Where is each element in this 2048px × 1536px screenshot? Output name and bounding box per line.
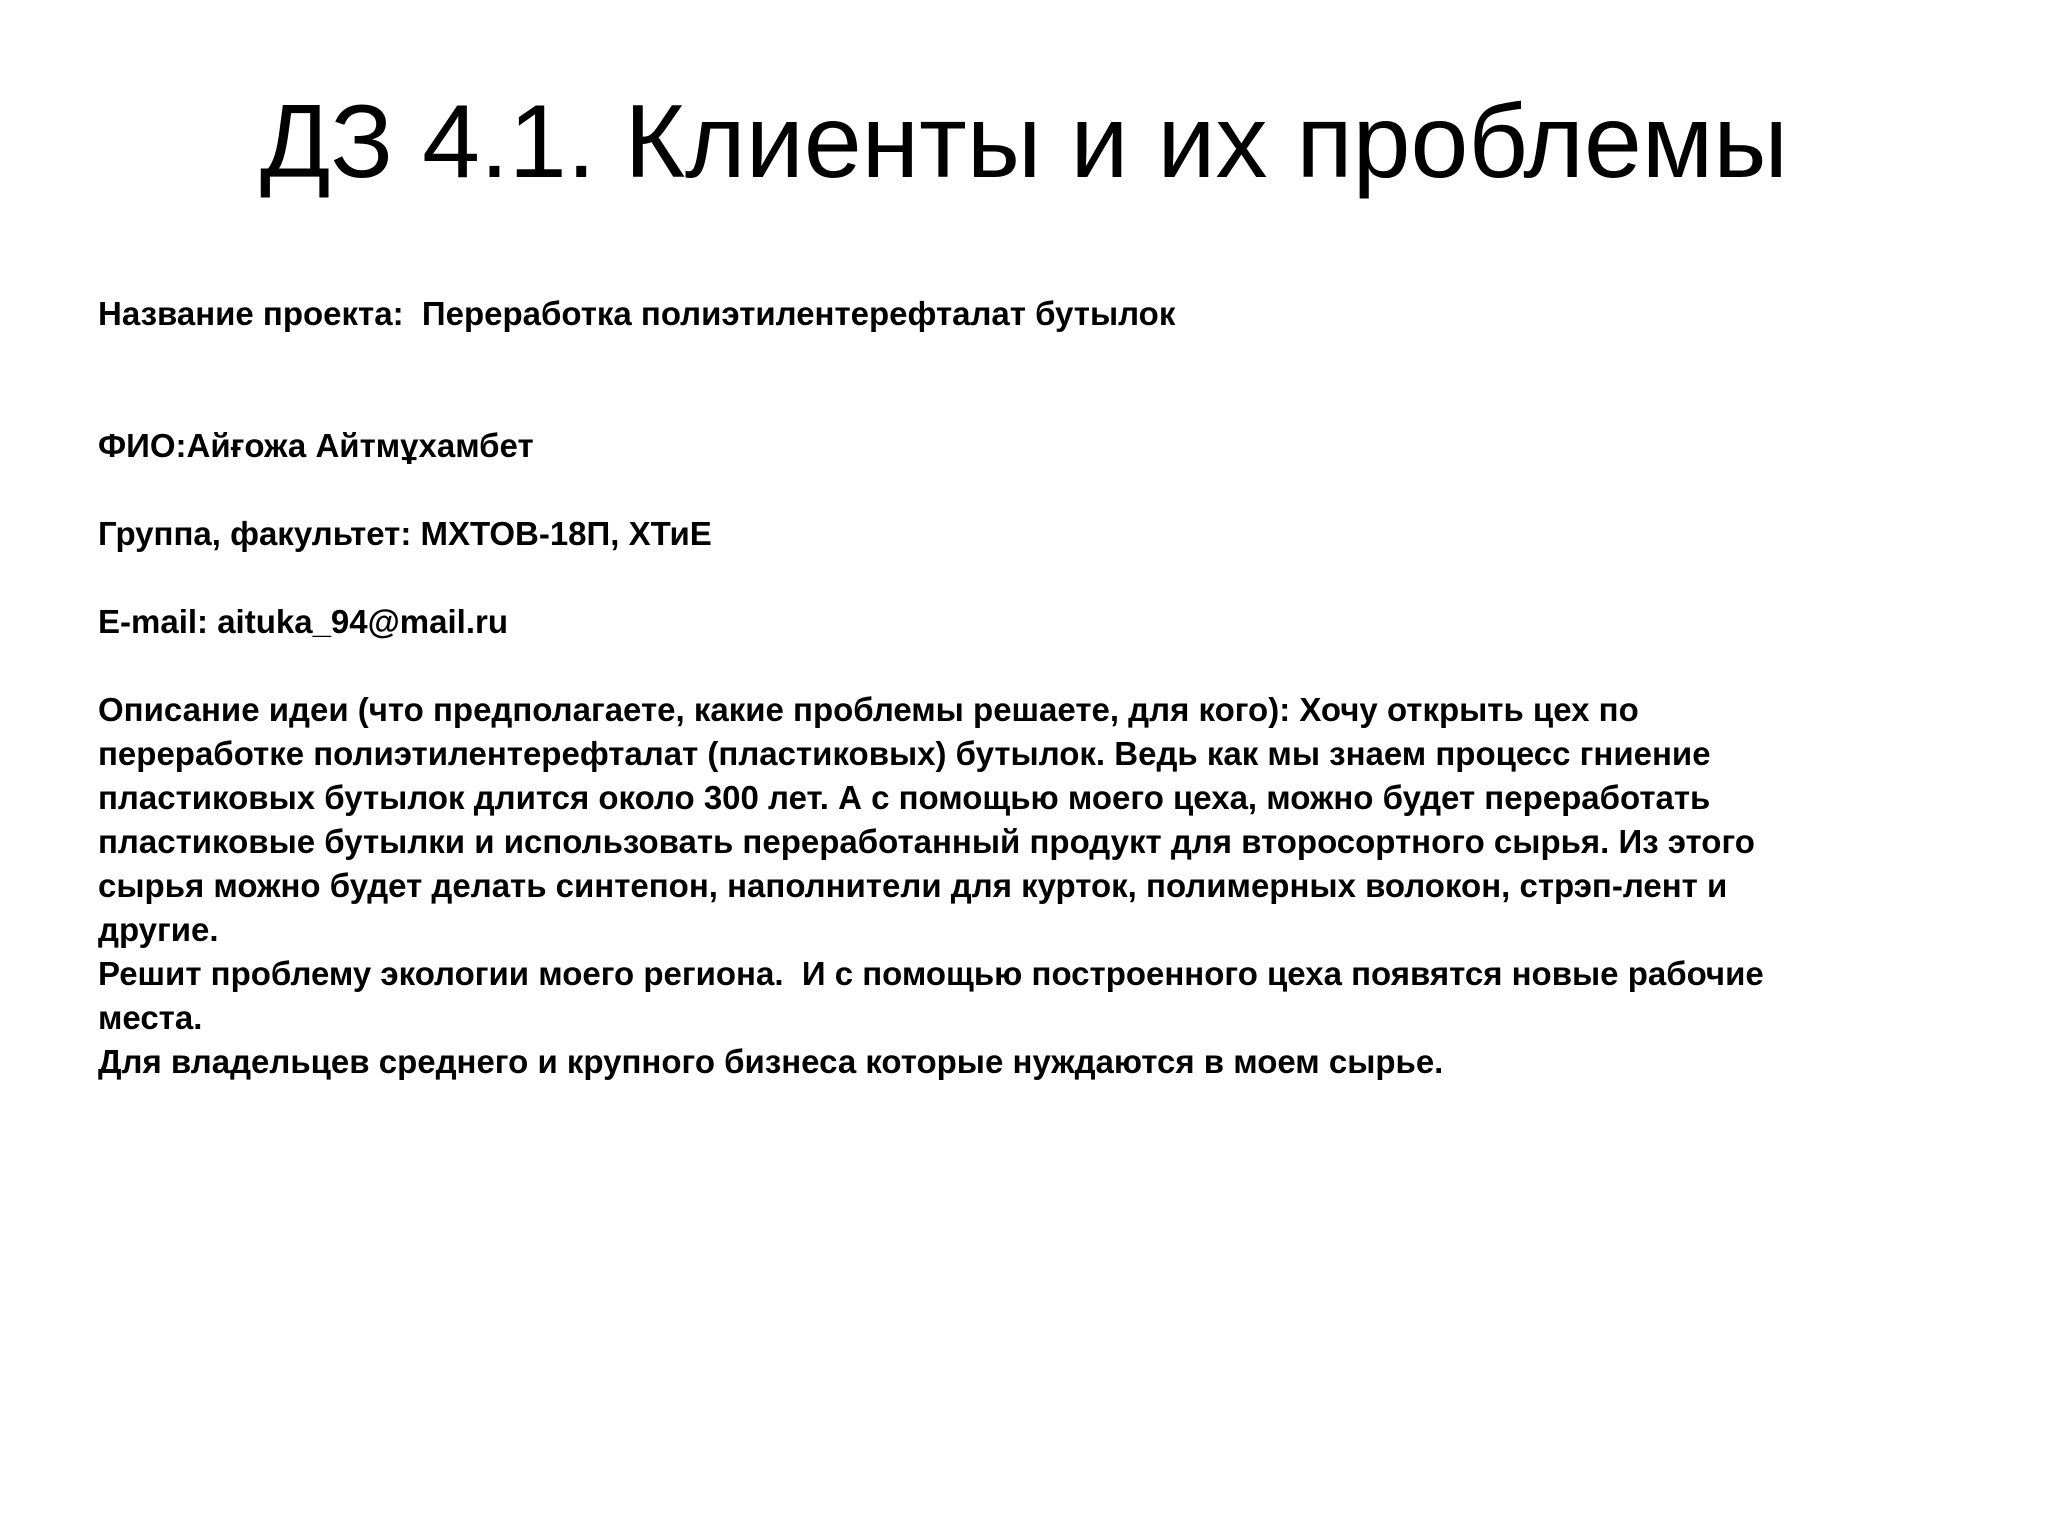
- blank-line: [98, 468, 1978, 512]
- slide-body: [98, 292, 1978, 1084]
- description-line: переработке полиэтилентерефталат (пластиковых) бутылок. Ведь как мы знаем процесс гниение: [98, 735, 1711, 772]
- blank-line: [98, 644, 1978, 688]
- description-line: пластиковые бутылки и использовать переработанный продукт для второсортного сырья. Из этого: [98, 823, 1755, 860]
- project-name-line: Название проекта: Переработка полиэтилентерефталат бутылок: [98, 295, 1176, 332]
- blank-line: [98, 336, 1978, 380]
- description-line: другие.: [98, 911, 219, 948]
- email-line: E-mail: aituka_94@mail.ru: [98, 603, 509, 640]
- description-line: Описание идеи (что предполагаете, какие проблемы решаете, для кого): Хочу открыть цех по: [98, 691, 1639, 728]
- group-faculty-line: Группа, факультет: МХТОВ-18П, ХТиЕ: [98, 515, 712, 552]
- description-line: Для владельцев среднего и крупного бизнеса которые нуждаются в моем сырье.: [98, 1043, 1444, 1080]
- blank-line: [98, 380, 1978, 424]
- full-name-line: ФИО:Айғожа Айтмұхамбет: [98, 427, 534, 464]
- description-line: пластиковых бутылок длится около 300 лет. А с помощью моего цеха, можно будет переработать: [98, 779, 1711, 816]
- description-line: сырья можно будет делать синтепон, наполнители для курток, полимерных волокон, стрэп-лент и: [98, 867, 1728, 904]
- description-line: Решит проблему экологии моего региона. И с помощью построенного цеха появятся новые рабочие: [98, 955, 1764, 992]
- slide-title: ДЗ 4.1. Клиенты и их проблемы: [259, 84, 1789, 200]
- description-line: места.: [98, 999, 203, 1036]
- blank-line: [98, 556, 1978, 600]
